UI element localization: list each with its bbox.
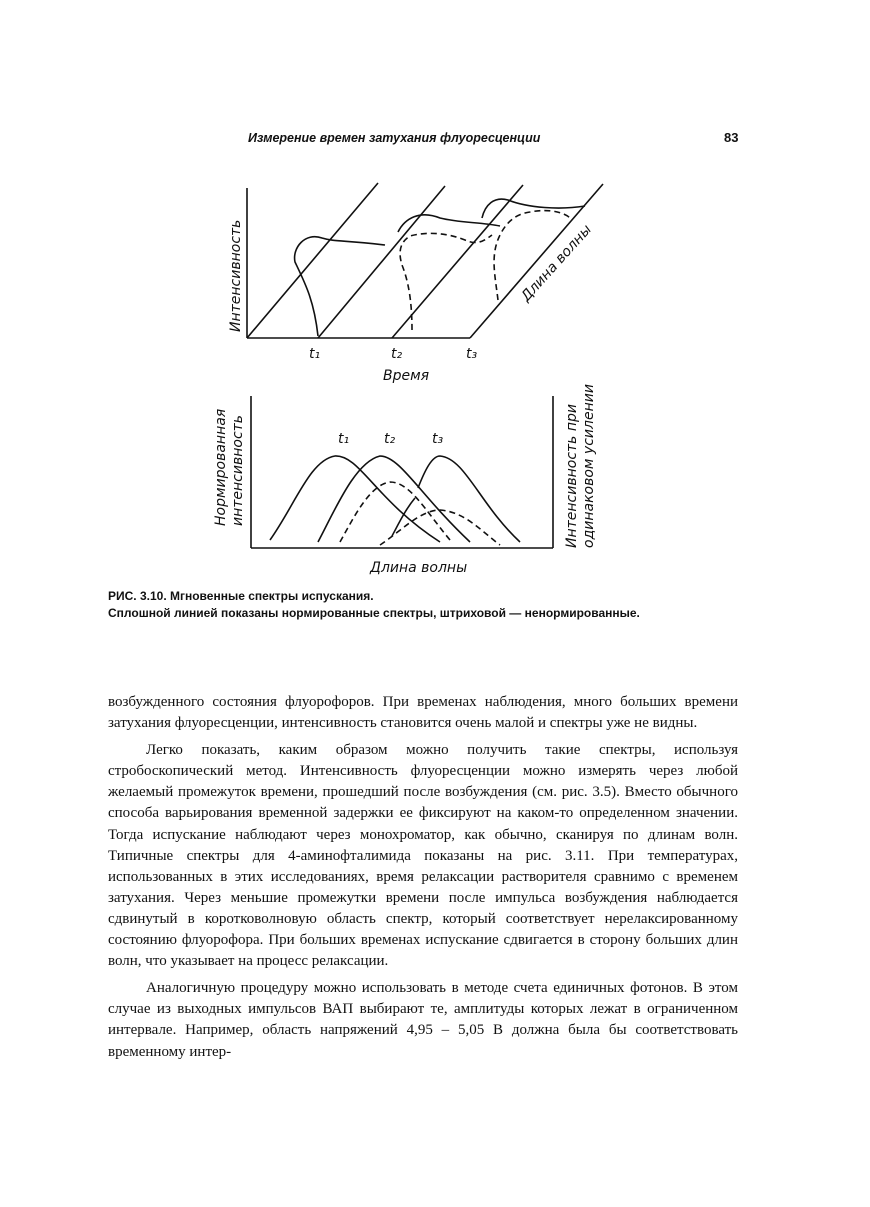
spectrum-t1-solid xyxy=(295,237,385,336)
bottom-right-label-line2: одинаковом усилении xyxy=(581,384,597,548)
top-t1-label: t₁ xyxy=(309,346,321,362)
paragraph-2: Легко показать, каким образом можно получить такие спектры, используя стробоскопический метод. Интенсивность флуоресценции можно измерять через любой желаемый промежуток времени, прошедший после возбуждения (см. рис. 3.5). Вместо обычного способа варьирования временной задержки ее фиксируют на каком-то определенном значении. Тогда испускание наблюдают через монохроматор, как обычно, сканируя по длинам волн. Типичные спектры для 4-аминофталимида показаны на рис. 3.11. При температурах, использованных в этих исследованиях, время релаксации растворителя сравнимо с временем затухания. Через меньшие промежутки времени после импульса возбуждения наблюдается сдвинутый в коротковолновую область спектр, который соответствует нерелаксированному состоянию флуорофора. При больших временах испускание сдвигается в сторону больших длин волн, что указывает на процесс релаксации. xyxy=(108,742,738,970)
bottom-right-label-line1: Интенсивность при xyxy=(564,403,580,548)
norm-spectrum-t3 xyxy=(418,456,520,542)
top-y-label: Интенсивность xyxy=(228,219,244,332)
diag-line-1 xyxy=(247,183,378,338)
diag-line-2 xyxy=(318,186,445,338)
top-t2-label: t₂ xyxy=(391,346,403,362)
top-x-label: Время xyxy=(383,368,430,384)
spectrum-t2-dashed xyxy=(400,233,492,330)
raw-spectrum-t3-rise xyxy=(392,498,415,536)
raw-spectrum-t2 xyxy=(340,482,450,542)
bottom-plot xyxy=(251,396,553,548)
norm-spectrum-t2 xyxy=(318,456,470,542)
raw-spectrum-t3 xyxy=(380,510,500,545)
paragraph-1: возбужденного состояния флуорофоров. При временах наблюдения, много больших времени затухания флуоресценции, интенсивность становится очень малой и спектры уже не видны. xyxy=(108,694,738,732)
bottom-left-label-line1: Нормированная xyxy=(213,408,229,526)
bottom-t2-label: t₂ xyxy=(384,431,396,447)
figure-caption xyxy=(108,588,728,622)
figure-3-10 xyxy=(0,0,870,600)
page-number: 83 xyxy=(724,130,739,145)
paragraph-3: Аналогичную процедуру можно использовать в методе счета единичных фотонов. В этом случае из выходных импульсов ВАП выбирают те, амплитуды которых лежат в ограниченном интервале. Например, область напряжений 4,95 – 5,05 В должна была бы соответствовать временному интер- xyxy=(108,980,738,1060)
bottom-left-label-line2: интенсивность xyxy=(230,414,246,526)
diag-label: Длина волны xyxy=(518,221,595,305)
body-text xyxy=(108,692,738,1063)
running-header-title: Измерение времен затухания флуоресценции xyxy=(248,131,541,145)
bottom-x-label: Длина волны xyxy=(370,560,468,576)
bottom-t1-label: t₁ xyxy=(338,431,350,447)
top-t3-label: t₃ xyxy=(466,346,478,362)
caption-title: РИС. 3.10. Мгновенные спектры испускания. xyxy=(108,589,374,603)
bottom-t3-label: t₃ xyxy=(432,431,444,447)
caption-text: Сплошной линией показаны нормированные спектры, штриховой — ненормированные. xyxy=(108,606,640,620)
